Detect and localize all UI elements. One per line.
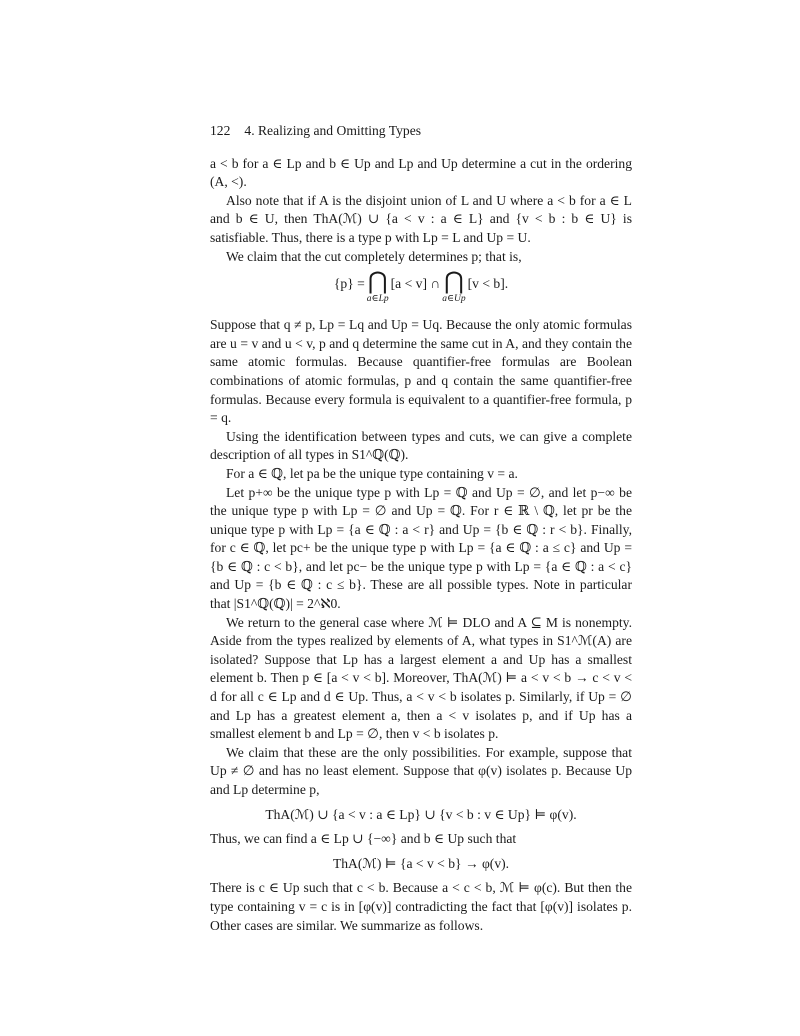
display-equation-isolation: ThA(ℳ) ∪ {a < v : a ∈ Lp} ∪ {v < b : v ∈ Up} ⊨ φ(v).: [265, 806, 577, 822]
equation-lhs: {p} =: [333, 276, 365, 292]
intersection-lower: [367, 270, 389, 304]
equation-term-1: [a < v] ∩: [390, 276, 441, 292]
chapter-title: 4. Realizing and Omitting Types: [244, 123, 422, 138]
running-header: [210, 122, 632, 141]
paragraph-10: Thus, we can find a ∈ Lp ∪ {−∞} and b ∈ Up such that: [210, 831, 517, 847]
intersection-upper: [442, 270, 465, 304]
paragraph-1: a < b for a ∈ Lp and b ∈ Up and Lp and Up determine a cut in the ordering (A, <).: [210, 155, 632, 190]
intersection-subscript: a∈Up: [442, 294, 466, 305]
paragraph-5: Using the identification between types and cuts, we can give a complete description of all types in S1^ℚ(ℚ).: [210, 428, 632, 463]
paragraph-11: There is c ∈ Up such that c < b. Because a < c < b, ℳ ⊨ φ(c). But then the type containing v = c is in [φ(v)] contradicting the fact that [φ(v)] isolates p. Other cases are similar. We summarize as follows.: [210, 880, 632, 933]
intersection-subscript: a∈Lp: [366, 294, 389, 305]
paragraph-3: We claim that the cut completely determines p; that is,: [226, 248, 522, 264]
book-page: [210, 122, 632, 935]
paragraph-7: Let p+∞ be the unique type p with Lp = ℚ and Up = ∅, and let p−∞ be the unique type p with Lp = ∅ and Up = ℚ. For r ∈ ℝ \ ℚ, let pr be the unique type p with Lp = {a ∈ ℚ : a < r} and Up = {b ∈ ℚ : r < b}. Finally, for c ∈ ℚ, let pc+ be the unique type p with Lp = {a ∈ ℚ : a ≤ c} and Up = {b ∈ ℚ : c < b}, and let pc− be the unique type p with Lp = {a ∈ ℚ : a < c} and Up = {b ∈ ℚ : c ≤ b}. These are all possible types. Note in particular that |S1^ℚ(ℚ)| = 2^ℵ0.: [210, 484, 632, 612]
big-intersection-symbol: ⋂: [444, 269, 464, 296]
paragraph-6: For a ∈ ℚ, let pa be the unique type containing v = a.: [226, 465, 518, 481]
big-intersection-symbol: ⋂: [367, 269, 388, 296]
paragraph-4: Suppose that q ≠ p, Lp = Lq and Up = Uq. Because the only atomic formulas are u = v and u < v, p and q determine the same cut in A, and they contain the same atomic formulas. Because quantifier-free formulas are Boolean combinations of atomic formulas, p and q contain the same quantifier-free formulas. Because every formula is equivalent to a quantifier-free formula, p = q.: [210, 317, 632, 426]
page-number: 122: [210, 123, 231, 138]
display-equation-cut: [210, 270, 632, 314]
equation-term-2: [v < b].: [467, 276, 509, 292]
paragraph-9: We claim that these are the only possibilities. For example, suppose that Up ≠ ∅ and has no least element. Suppose that φ(v) isolates p. Because Up and Lp determine p,: [210, 744, 632, 797]
paragraph-2: Also note that if A is the disjoint union of L and U where a < b for a ∈ L and b ∈ U, then ThA(ℳ) ∪ {a < v : a ∈ L} and {v < b : b ∈ U} is satisfiable. Thus, there is a type p with Lp = L and Up = U.: [210, 192, 632, 245]
paragraph-8: We return to the general case where ℳ ⊨ DLO and A ⊆ M is nonempty. Aside from the types realized by elements of A, what types in S1^ℳ(A) are isolated? Suppose that Lp has a largest element a and Up has a smallest element b. Then p ∈ [a < v < b]. Moreover, ThA(ℳ) ⊨ a < v < b → c < v < d for all c ∈ Lp and d ∈ Up. Thus, a < v < b isolates p. Similarly, if Up = ∅ and Lp has a greatest element a, then a < v isolates p, and if Up has a smallest element b and Lp = ∅, then v < b isolates p.: [210, 614, 632, 742]
display-equation-implication: ThA(ℳ) ⊨ {a < v < b} → φ(v).: [332, 855, 510, 871]
